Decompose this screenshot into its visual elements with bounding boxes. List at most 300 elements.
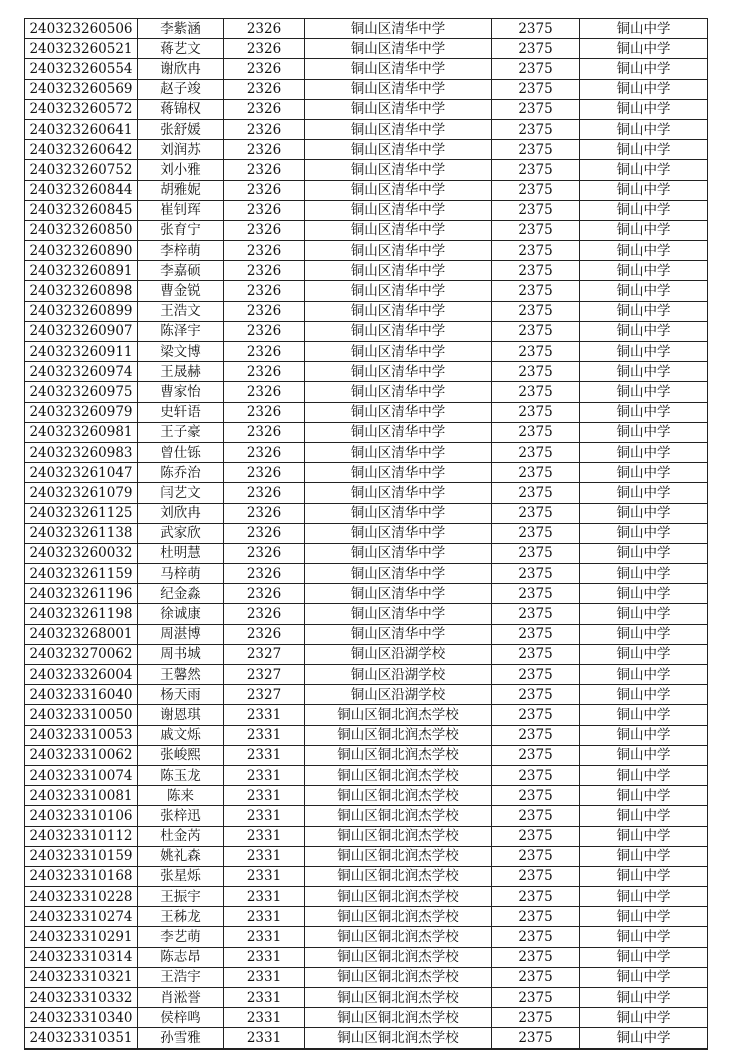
cell-admission-no: 240323261079 bbox=[25, 483, 138, 503]
cell-target-school-code: 2375 bbox=[492, 261, 580, 281]
table-row bbox=[25, 160, 708, 180]
cell-target-school-name: 铜山中学 bbox=[580, 745, 708, 765]
table-row bbox=[25, 442, 708, 462]
cell-admission-no: 240323268001 bbox=[25, 624, 138, 644]
cell-school-name: 铜山区清华中学 bbox=[305, 180, 492, 200]
cell-target-school-code: 2375 bbox=[492, 180, 580, 200]
cell-school-name: 铜山区沿湖学校 bbox=[305, 665, 492, 685]
cell-school-code: 2331 bbox=[224, 826, 305, 846]
cell-target-school-code: 2375 bbox=[492, 463, 580, 483]
table-row bbox=[25, 564, 708, 584]
cell-name: 张峻熙 bbox=[138, 745, 224, 765]
cell-school-code: 2326 bbox=[224, 624, 305, 644]
cell-target-school-name: 铜山中学 bbox=[580, 624, 708, 644]
cell-school-name: 铜山区清华中学 bbox=[305, 261, 492, 281]
table-row bbox=[25, 725, 708, 745]
cell-name: 王浩宇 bbox=[138, 967, 224, 987]
cell-name: 武家欣 bbox=[138, 523, 224, 543]
cell-target-school-name: 铜山中学 bbox=[580, 685, 708, 705]
cell-target-school-name: 铜山中学 bbox=[580, 422, 708, 442]
cell-school-name: 铜山区清华中学 bbox=[305, 584, 492, 604]
cell-admission-no: 240323260521 bbox=[25, 39, 138, 59]
table-row bbox=[25, 543, 708, 563]
cell-admission-no: 240323261196 bbox=[25, 584, 138, 604]
cell-target-school-name: 铜山中学 bbox=[580, 988, 708, 1008]
cell-admission-no: 240323310321 bbox=[25, 967, 138, 987]
cell-admission-no: 240323260890 bbox=[25, 241, 138, 261]
cell-target-school-name: 铜山中学 bbox=[580, 564, 708, 584]
cell-admission-no: 240323260844 bbox=[25, 180, 138, 200]
table-row bbox=[25, 604, 708, 624]
cell-name: 赵子竣 bbox=[138, 79, 224, 99]
cell-target-school-code: 2375 bbox=[492, 564, 580, 584]
cell-school-code: 2331 bbox=[224, 725, 305, 745]
cell-admission-no: 240323310112 bbox=[25, 826, 138, 846]
cell-target-school-code: 2375 bbox=[492, 705, 580, 725]
cell-target-school-name: 铜山中学 bbox=[580, 261, 708, 281]
cell-admission-no: 240323260974 bbox=[25, 362, 138, 382]
cell-target-school-code: 2375 bbox=[492, 140, 580, 160]
cell-name: 纪金淼 bbox=[138, 584, 224, 604]
cell-admission-no: 240323260032 bbox=[25, 543, 138, 563]
cell-target-school-name: 铜山中学 bbox=[580, 765, 708, 785]
cell-school-name: 铜山区清华中学 bbox=[305, 281, 492, 301]
cell-target-school-name: 铜山中学 bbox=[580, 644, 708, 664]
table-row bbox=[25, 644, 708, 664]
cell-school-name: 铜山区清华中学 bbox=[305, 79, 492, 99]
cell-target-school-name: 铜山中学 bbox=[580, 1028, 708, 1049]
cell-target-school-name: 铜山中学 bbox=[580, 19, 708, 39]
table-row bbox=[25, 887, 708, 907]
cell-school-code: 2331 bbox=[224, 705, 305, 725]
cell-name: 张育宁 bbox=[138, 220, 224, 240]
cell-school-name: 铜山区铜北润杰学校 bbox=[305, 806, 492, 826]
cell-target-school-code: 2375 bbox=[492, 483, 580, 503]
cell-school-code: 2326 bbox=[224, 220, 305, 240]
cell-target-school-code: 2375 bbox=[492, 725, 580, 745]
cell-target-school-code: 2375 bbox=[492, 927, 580, 947]
cell-target-school-name: 铜山中学 bbox=[580, 119, 708, 139]
cell-target-school-name: 铜山中学 bbox=[580, 342, 708, 362]
cell-admission-no: 240323260979 bbox=[25, 402, 138, 422]
cell-school-code: 2326 bbox=[224, 342, 305, 362]
table-row bbox=[25, 584, 708, 604]
cell-name: 陈玉龙 bbox=[138, 765, 224, 785]
cell-school-name: 铜山区清华中学 bbox=[305, 59, 492, 79]
table-row bbox=[25, 422, 708, 442]
cell-school-name: 铜山区铜北润杰学校 bbox=[305, 705, 492, 725]
cell-target-school-code: 2375 bbox=[492, 887, 580, 907]
table-row bbox=[25, 463, 708, 483]
cell-target-school-code: 2375 bbox=[492, 402, 580, 422]
table-body bbox=[25, 19, 708, 1049]
cell-admission-no: 240323260569 bbox=[25, 79, 138, 99]
cell-target-school-name: 铜山中学 bbox=[580, 140, 708, 160]
table-row bbox=[25, 765, 708, 785]
cell-school-name: 铜山区铜北润杰学校 bbox=[305, 826, 492, 846]
cell-name: 王振宇 bbox=[138, 887, 224, 907]
table-row bbox=[25, 866, 708, 886]
cell-target-school-name: 铜山中学 bbox=[580, 160, 708, 180]
cell-target-school-name: 铜山中学 bbox=[580, 866, 708, 886]
cell-school-code: 2326 bbox=[224, 140, 305, 160]
cell-target-school-code: 2375 bbox=[492, 301, 580, 321]
cell-school-name: 铜山区铜北润杰学校 bbox=[305, 866, 492, 886]
table-row bbox=[25, 362, 708, 382]
cell-target-school-name: 铜山中学 bbox=[580, 584, 708, 604]
table-row bbox=[25, 200, 708, 220]
cell-school-code: 2327 bbox=[224, 665, 305, 685]
cell-name: 陈泽宇 bbox=[138, 321, 224, 341]
cell-school-name: 铜山区清华中学 bbox=[305, 402, 492, 422]
cell-name: 戚文烁 bbox=[138, 725, 224, 745]
table-row bbox=[25, 342, 708, 362]
cell-target-school-code: 2375 bbox=[492, 745, 580, 765]
cell-target-school-name: 铜山中学 bbox=[580, 483, 708, 503]
cell-school-code: 2326 bbox=[224, 281, 305, 301]
cell-name: 李梓萌 bbox=[138, 241, 224, 261]
cell-school-name: 铜山区清华中学 bbox=[305, 39, 492, 59]
cell-school-code: 2326 bbox=[224, 584, 305, 604]
cell-school-name: 铜山区清华中学 bbox=[305, 543, 492, 563]
cell-admission-no: 240323261047 bbox=[25, 463, 138, 483]
cell-school-name: 铜山区清华中学 bbox=[305, 342, 492, 362]
cell-target-school-code: 2375 bbox=[492, 604, 580, 624]
cell-school-name: 铜山区铜北润杰学校 bbox=[305, 745, 492, 765]
cell-name: 谢恩琪 bbox=[138, 705, 224, 725]
cell-school-code: 2327 bbox=[224, 685, 305, 705]
cell-school-name: 铜山区铜北润杰学校 bbox=[305, 725, 492, 745]
cell-admission-no: 240323310332 bbox=[25, 988, 138, 1008]
cell-target-school-name: 铜山中学 bbox=[580, 543, 708, 563]
cell-target-school-code: 2375 bbox=[492, 624, 580, 644]
cell-school-name: 铜山区清华中学 bbox=[305, 301, 492, 321]
cell-school-name: 铜山区清华中学 bbox=[305, 463, 492, 483]
cell-school-code: 2326 bbox=[224, 463, 305, 483]
table-row bbox=[25, 503, 708, 523]
cell-target-school-name: 铜山中学 bbox=[580, 301, 708, 321]
cell-target-school-name: 铜山中学 bbox=[580, 442, 708, 462]
cell-target-school-code: 2375 bbox=[492, 907, 580, 927]
cell-school-name: 铜山区清华中学 bbox=[305, 19, 492, 39]
cell-target-school-name: 铜山中学 bbox=[580, 382, 708, 402]
cell-school-name: 铜山区清华中学 bbox=[305, 321, 492, 341]
cell-target-school-code: 2375 bbox=[492, 119, 580, 139]
cell-school-code: 2326 bbox=[224, 604, 305, 624]
cell-school-code: 2331 bbox=[224, 947, 305, 967]
cell-school-name: 铜山区清华中学 bbox=[305, 523, 492, 543]
cell-school-name: 铜山区清华中学 bbox=[305, 442, 492, 462]
cell-school-code: 2326 bbox=[224, 39, 305, 59]
table-row bbox=[25, 301, 708, 321]
cell-target-school-name: 铜山中学 bbox=[580, 321, 708, 341]
cell-name: 徐诚康 bbox=[138, 604, 224, 624]
cell-school-code: 2326 bbox=[224, 19, 305, 39]
cell-admission-no: 240323261198 bbox=[25, 604, 138, 624]
cell-admission-no: 240323260898 bbox=[25, 281, 138, 301]
cell-school-code: 2331 bbox=[224, 887, 305, 907]
cell-school-name: 铜山区清华中学 bbox=[305, 200, 492, 220]
cell-admission-no: 240323310053 bbox=[25, 725, 138, 745]
cell-target-school-name: 铜山中学 bbox=[580, 947, 708, 967]
cell-school-name: 铜山区清华中学 bbox=[305, 382, 492, 402]
cell-admission-no: 240323260911 bbox=[25, 342, 138, 362]
cell-school-name: 铜山区清华中学 bbox=[305, 241, 492, 261]
cell-school-code: 2327 bbox=[224, 644, 305, 664]
cell-school-code: 2331 bbox=[224, 745, 305, 765]
cell-school-name: 铜山区清华中学 bbox=[305, 422, 492, 442]
cell-target-school-name: 铜山中学 bbox=[580, 786, 708, 806]
cell-target-school-name: 铜山中学 bbox=[580, 927, 708, 947]
cell-target-school-code: 2375 bbox=[492, 382, 580, 402]
table-row bbox=[25, 806, 708, 826]
cell-target-school-name: 铜山中学 bbox=[580, 826, 708, 846]
cell-target-school-code: 2375 bbox=[492, 362, 580, 382]
cell-admission-no: 240323260975 bbox=[25, 382, 138, 402]
cell-school-code: 2326 bbox=[224, 160, 305, 180]
cell-target-school-name: 铜山中学 bbox=[580, 362, 708, 382]
cell-admission-no: 240323310340 bbox=[25, 1008, 138, 1028]
cell-target-school-code: 2375 bbox=[492, 846, 580, 866]
cell-target-school-name: 铜山中学 bbox=[580, 463, 708, 483]
cell-admission-no: 240323260899 bbox=[25, 301, 138, 321]
table-row bbox=[25, 624, 708, 644]
cell-name: 刘小雅 bbox=[138, 160, 224, 180]
cell-school-code: 2326 bbox=[224, 442, 305, 462]
cell-target-school-code: 2375 bbox=[492, 220, 580, 240]
table-row bbox=[25, 927, 708, 947]
table-row bbox=[25, 39, 708, 59]
cell-admission-no: 240323310081 bbox=[25, 786, 138, 806]
cell-name: 王子豪 bbox=[138, 422, 224, 442]
cell-school-name: 铜山区铜北润杰学校 bbox=[305, 927, 492, 947]
cell-target-school-code: 2375 bbox=[492, 786, 580, 806]
cell-school-name: 铜山区铜北润杰学校 bbox=[305, 947, 492, 967]
cell-target-school-code: 2375 bbox=[492, 1008, 580, 1028]
cell-name: 张星烁 bbox=[138, 866, 224, 886]
cell-name: 杨天雨 bbox=[138, 685, 224, 705]
cell-admission-no: 240323260891 bbox=[25, 261, 138, 281]
cell-target-school-name: 铜山中学 bbox=[580, 705, 708, 725]
cell-name: 陈志昂 bbox=[138, 947, 224, 967]
cell-target-school-code: 2375 bbox=[492, 826, 580, 846]
cell-target-school-name: 铜山中学 bbox=[580, 220, 708, 240]
cell-target-school-code: 2375 bbox=[492, 79, 580, 99]
cell-school-name: 铜山区铜北润杰学校 bbox=[305, 887, 492, 907]
cell-target-school-code: 2375 bbox=[492, 988, 580, 1008]
cell-target-school-name: 铜山中学 bbox=[580, 604, 708, 624]
cell-school-code: 2326 bbox=[224, 503, 305, 523]
table-row bbox=[25, 59, 708, 79]
cell-target-school-code: 2375 bbox=[492, 422, 580, 442]
cell-name: 周书城 bbox=[138, 644, 224, 664]
cell-school-code: 2331 bbox=[224, 1008, 305, 1028]
cell-target-school-code: 2375 bbox=[492, 342, 580, 362]
cell-school-code: 2326 bbox=[224, 261, 305, 281]
cell-school-code: 2326 bbox=[224, 422, 305, 442]
cell-target-school-code: 2375 bbox=[492, 584, 580, 604]
cell-target-school-code: 2375 bbox=[492, 160, 580, 180]
cell-name: 曾仕铄 bbox=[138, 442, 224, 462]
cell-name: 王晟赫 bbox=[138, 362, 224, 382]
cell-admission-no: 240323310074 bbox=[25, 765, 138, 785]
cell-admission-no: 240323310351 bbox=[25, 1028, 138, 1049]
cell-school-name: 铜山区清华中学 bbox=[305, 220, 492, 240]
cell-name: 闫艺文 bbox=[138, 483, 224, 503]
table-row bbox=[25, 1028, 708, 1049]
cell-school-code: 2331 bbox=[224, 967, 305, 987]
cell-admission-no: 240323326004 bbox=[25, 665, 138, 685]
table-row bbox=[25, 967, 708, 987]
cell-admission-no: 240323260506 bbox=[25, 19, 138, 39]
cell-target-school-name: 铜山中学 bbox=[580, 523, 708, 543]
cell-school-code: 2331 bbox=[224, 786, 305, 806]
cell-school-code: 2326 bbox=[224, 241, 305, 261]
cell-school-code: 2331 bbox=[224, 765, 305, 785]
cell-name: 李紫涵 bbox=[138, 19, 224, 39]
cell-target-school-code: 2375 bbox=[492, 543, 580, 563]
cell-target-school-code: 2375 bbox=[492, 1028, 580, 1049]
cell-target-school-name: 铜山中学 bbox=[580, 665, 708, 685]
cell-name: 曹家怡 bbox=[138, 382, 224, 402]
cell-admission-no: 240323261138 bbox=[25, 523, 138, 543]
cell-school-code: 2331 bbox=[224, 806, 305, 826]
cell-target-school-name: 铜山中学 bbox=[580, 39, 708, 59]
cell-target-school-code: 2375 bbox=[492, 59, 580, 79]
cell-school-name: 铜山区铜北润杰学校 bbox=[305, 765, 492, 785]
cell-school-code: 2326 bbox=[224, 99, 305, 119]
cell-target-school-name: 铜山中学 bbox=[580, 180, 708, 200]
table-row bbox=[25, 786, 708, 806]
cell-name: 陈乔治 bbox=[138, 463, 224, 483]
cell-admission-no: 240323260850 bbox=[25, 220, 138, 240]
cell-name: 肖淞誉 bbox=[138, 988, 224, 1008]
cell-target-school-name: 铜山中学 bbox=[580, 79, 708, 99]
cell-target-school-code: 2375 bbox=[492, 806, 580, 826]
cell-admission-no: 240323260752 bbox=[25, 160, 138, 180]
cell-name: 曹金锐 bbox=[138, 281, 224, 301]
table-row bbox=[25, 402, 708, 422]
cell-target-school-code: 2375 bbox=[492, 503, 580, 523]
cell-school-code: 2326 bbox=[224, 523, 305, 543]
cell-school-name: 铜山区清华中学 bbox=[305, 99, 492, 119]
cell-name: 刘欣冉 bbox=[138, 503, 224, 523]
cell-admission-no: 240323310314 bbox=[25, 947, 138, 967]
cell-admission-no: 240323310106 bbox=[25, 806, 138, 826]
cell-school-code: 2331 bbox=[224, 1028, 305, 1049]
cell-name: 王馨然 bbox=[138, 665, 224, 685]
cell-target-school-name: 铜山中学 bbox=[580, 806, 708, 826]
table-row bbox=[25, 281, 708, 301]
cell-school-code: 2326 bbox=[224, 180, 305, 200]
cell-name: 孙雪雅 bbox=[138, 1028, 224, 1049]
cell-admission-no: 240323261125 bbox=[25, 503, 138, 523]
table-row bbox=[25, 483, 708, 503]
cell-target-school-name: 铜山中学 bbox=[580, 887, 708, 907]
table-row bbox=[25, 382, 708, 402]
cell-target-school-code: 2375 bbox=[492, 442, 580, 462]
table-row bbox=[25, 907, 708, 927]
cell-school-name: 铜山区铜北润杰学校 bbox=[305, 907, 492, 927]
table-row bbox=[25, 241, 708, 261]
table-row bbox=[25, 19, 708, 39]
cell-name: 张梓迅 bbox=[138, 806, 224, 826]
cell-school-name: 铜山区清华中学 bbox=[305, 604, 492, 624]
table-row bbox=[25, 79, 708, 99]
cell-name: 李艺萌 bbox=[138, 927, 224, 947]
cell-target-school-code: 2375 bbox=[492, 866, 580, 886]
cell-school-code: 2326 bbox=[224, 200, 305, 220]
table-row bbox=[25, 321, 708, 341]
cell-name: 姚礼森 bbox=[138, 846, 224, 866]
table-row bbox=[25, 988, 708, 1008]
cell-name: 梁文博 bbox=[138, 342, 224, 362]
cell-target-school-name: 铜山中学 bbox=[580, 402, 708, 422]
cell-admission-no: 240323310291 bbox=[25, 927, 138, 947]
table-row bbox=[25, 745, 708, 765]
cell-target-school-name: 铜山中学 bbox=[580, 967, 708, 987]
cell-school-code: 2326 bbox=[224, 402, 305, 422]
cell-target-school-code: 2375 bbox=[492, 765, 580, 785]
cell-name: 周湛博 bbox=[138, 624, 224, 644]
cell-school-code: 2326 bbox=[224, 321, 305, 341]
cell-school-name: 铜山区清华中学 bbox=[305, 160, 492, 180]
table-row bbox=[25, 826, 708, 846]
cell-admission-no: 240323260981 bbox=[25, 422, 138, 442]
cell-name: 胡雅妮 bbox=[138, 180, 224, 200]
cell-admission-no: 240323310062 bbox=[25, 745, 138, 765]
cell-school-code: 2331 bbox=[224, 866, 305, 886]
cell-name: 杜金芮 bbox=[138, 826, 224, 846]
cell-target-school-code: 2375 bbox=[492, 321, 580, 341]
cell-school-name: 铜山区清华中学 bbox=[305, 362, 492, 382]
table-row bbox=[25, 705, 708, 725]
cell-admission-no: 240323260641 bbox=[25, 119, 138, 139]
cell-target-school-code: 2375 bbox=[492, 967, 580, 987]
cell-school-code: 2331 bbox=[224, 846, 305, 866]
cell-target-school-name: 铜山中学 bbox=[580, 846, 708, 866]
cell-admission-no: 240323310159 bbox=[25, 846, 138, 866]
cell-school-name: 铜山区清华中学 bbox=[305, 564, 492, 584]
cell-school-name: 铜山区清华中学 bbox=[305, 483, 492, 503]
cell-target-school-code: 2375 bbox=[492, 644, 580, 664]
cell-target-school-code: 2375 bbox=[492, 523, 580, 543]
table-row bbox=[25, 665, 708, 685]
cell-admission-no: 240323260845 bbox=[25, 200, 138, 220]
cell-admission-no: 240323310050 bbox=[25, 705, 138, 725]
cell-name: 张舒媛 bbox=[138, 119, 224, 139]
table-row bbox=[25, 99, 708, 119]
table-row bbox=[25, 180, 708, 200]
cell-admission-no: 240323260572 bbox=[25, 99, 138, 119]
cell-target-school-name: 铜山中学 bbox=[580, 281, 708, 301]
cell-admission-no: 240323310228 bbox=[25, 887, 138, 907]
cell-name: 王秭龙 bbox=[138, 907, 224, 927]
cell-school-name: 铜山区沿湖学校 bbox=[305, 644, 492, 664]
cell-admission-no: 240323260907 bbox=[25, 321, 138, 341]
cell-target-school-code: 2375 bbox=[492, 685, 580, 705]
cell-name: 谢欣冉 bbox=[138, 59, 224, 79]
cell-target-school-name: 铜山中学 bbox=[580, 725, 708, 745]
cell-school-name: 铜山区清华中学 bbox=[305, 119, 492, 139]
cell-school-name: 铜山区沿湖学校 bbox=[305, 685, 492, 705]
cell-school-name: 铜山区铜北润杰学校 bbox=[305, 1008, 492, 1028]
table-row bbox=[25, 261, 708, 281]
cell-name: 刘润苏 bbox=[138, 140, 224, 160]
cell-target-school-name: 铜山中学 bbox=[580, 1008, 708, 1028]
table-row bbox=[25, 523, 708, 543]
cell-name: 王浩文 bbox=[138, 301, 224, 321]
